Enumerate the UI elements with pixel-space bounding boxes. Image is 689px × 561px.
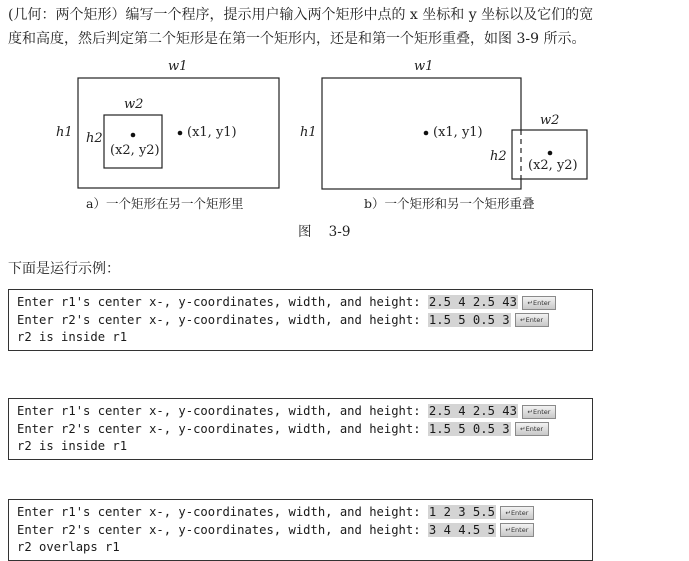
sample-run-heading: 下面是运行示例： <box>8 261 120 277</box>
run-1-line-r1 <box>9 294 592 312</box>
sample-run-1 <box>8 289 593 351</box>
a-center-2 <box>131 133 136 138</box>
run-3-result: r2 overlaps r1 <box>17 540 120 554</box>
sample-run-3 <box>8 499 593 561</box>
b-center-2 <box>548 151 553 156</box>
run-3-r2-prompt: Enter r2's center x-, y-coordinates, width, and height: <box>17 522 428 537</box>
a-point-2-label: (x2, y2) <box>110 143 160 158</box>
a-w1-label: w1 <box>168 59 188 74</box>
enter-key-icon: ↵Enter <box>522 405 556 419</box>
b-rect-1 <box>322 78 521 189</box>
b-w1-label: w1 <box>414 59 434 74</box>
enter-key-icon: ↵Enter <box>515 313 549 327</box>
b-center-1 <box>424 131 429 136</box>
run-1-r1-input: 2.5 4 2.5 43 <box>428 295 517 309</box>
run-2-r2-prompt: Enter r2's center x-, y-coordinates, width, and height: <box>17 421 428 436</box>
a-point-1-label: (x1, y1) <box>187 125 237 140</box>
run-3-line-r1 <box>9 504 592 522</box>
run-3-line-r2 <box>9 522 592 540</box>
run-1-r2-input: 1.5 5 0.5 3 <box>428 312 510 327</box>
sample-run-2 <box>8 398 593 460</box>
run-3-r1-prompt: Enter r1's center x-, y-coordinates, width, and height: <box>17 505 428 519</box>
run-1-r2-prompt: Enter r2's center x-, y-coordinates, width, and height: <box>17 312 428 327</box>
figure-3-9 <box>0 55 689 245</box>
enter-key-icon: ↵Enter <box>522 296 556 310</box>
run-2-line-r1 <box>9 403 592 421</box>
run-3-r2-input: 3 4 4.5 5 <box>428 522 495 537</box>
b-caption: b）一个矩形和另一个矩形重叠 <box>364 196 535 211</box>
run-1-r1-prompt: Enter r1's center x-, y-coordinates, width, and height: <box>17 295 428 309</box>
b-h2-label: h2 <box>490 149 507 164</box>
b-w2-label: w2 <box>540 113 560 128</box>
run-2-result: r2 is inside r1 <box>17 439 128 453</box>
run-2-line-r2 <box>9 421 592 439</box>
a-h1-label: h1 <box>56 125 73 140</box>
run-3-r1-input: 1 2 3 5.5 <box>428 505 495 519</box>
enter-key-icon: ↵Enter <box>515 422 549 436</box>
a-h2-label: h2 <box>86 131 103 146</box>
figure-title: 图 3-9 <box>298 224 351 240</box>
b-point-2-label: (x2, y2) <box>528 158 578 173</box>
b-h1-label: h1 <box>300 125 317 140</box>
a-rect-2 <box>104 115 162 168</box>
enter-key-icon: ↵Enter <box>500 523 534 537</box>
run-2-r1-prompt: Enter r1's center x-, y-coordinates, width, and height: <box>17 404 428 418</box>
run-1-result: r2 is inside r1 <box>17 330 128 344</box>
a-w2-label: w2 <box>124 97 144 112</box>
enter-key-icon: ↵Enter <box>500 506 534 520</box>
figure-diagram <box>0 55 689 245</box>
b-point-1-label: (x1, y1) <box>433 125 483 140</box>
intro-line-2: 度和高度，然后判定第二个矩形是在第一个矩形内，还是和第一个矩形重叠，如图 3-9 所示。 <box>8 31 586 47</box>
a-caption: a）一个矩形在另一个矩形里 <box>86 196 244 211</box>
intro-line-1: (几何：两个矩形）编写一个程序，提示用户输入两个矩形中点的 x 坐标和 y 坐标以及它们的宽 <box>8 7 594 23</box>
run-1-line-r2 <box>9 312 592 330</box>
a-center-1 <box>178 131 183 136</box>
run-2-r1-input: 2.5 4 2.5 43 <box>428 404 517 418</box>
run-2-r2-input: 1.5 5 0.5 3 <box>428 421 510 436</box>
